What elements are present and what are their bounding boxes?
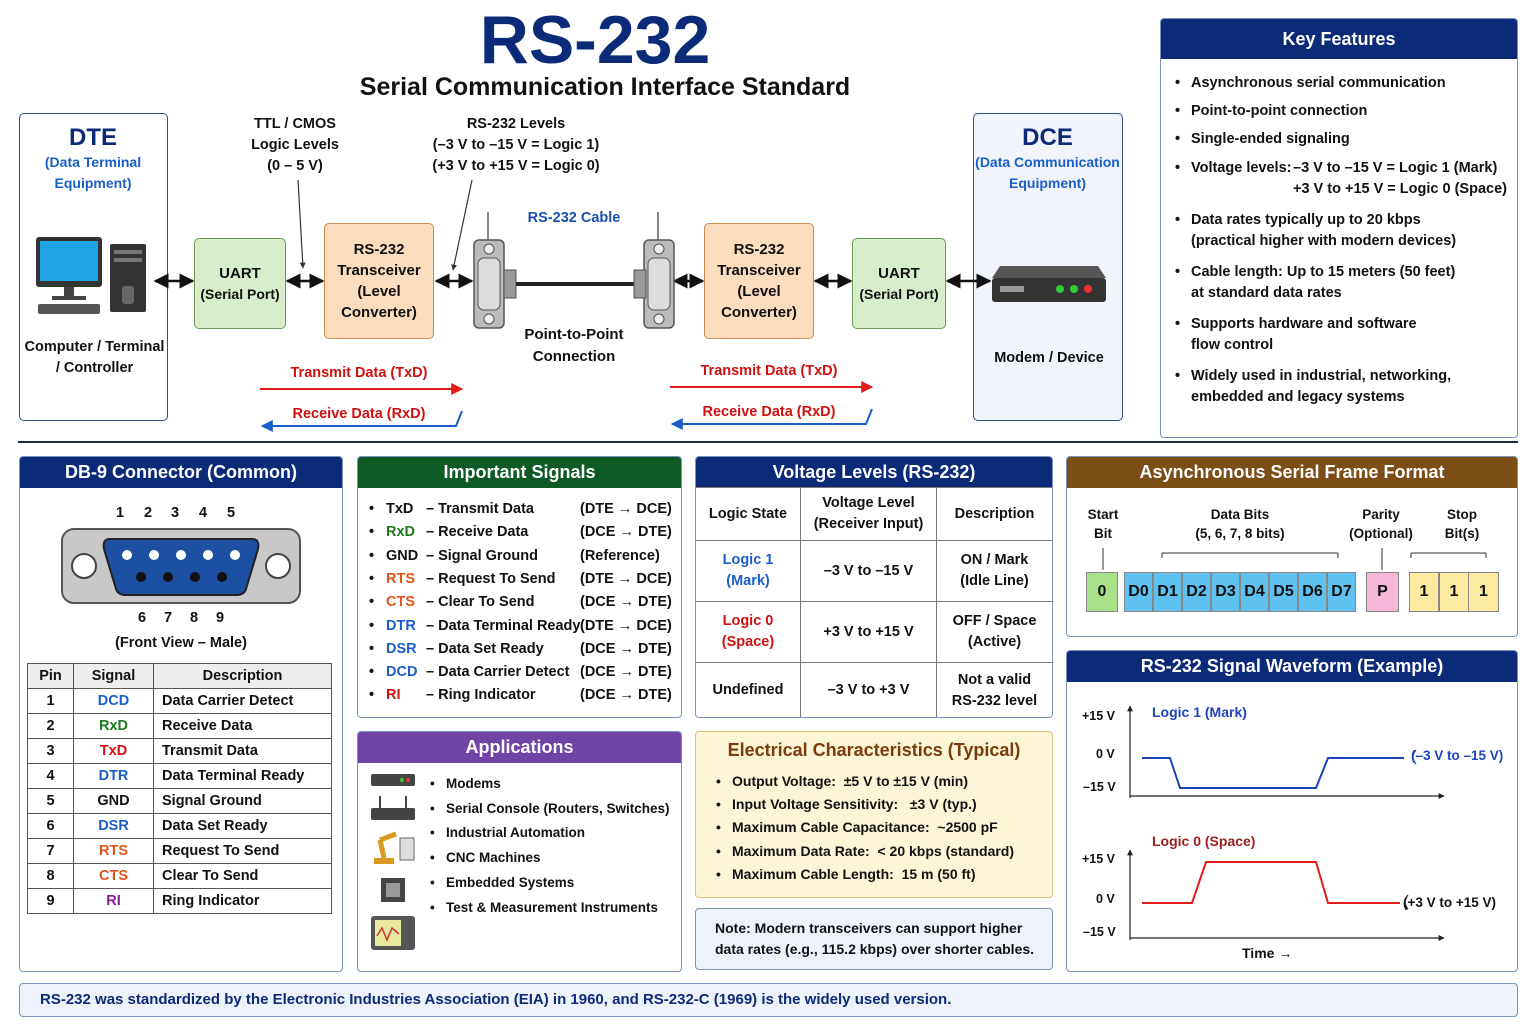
voltage-header: Voltage Levels (RS-232) xyxy=(696,457,1052,488)
signal-direction: (DCE → DTE) xyxy=(580,664,672,681)
application-item: • CNC Machines xyxy=(444,846,682,871)
note-box xyxy=(695,908,1053,970)
rxd-label-right: Receive Data (RxD) xyxy=(702,404,836,420)
dte-title: DTE xyxy=(69,124,117,151)
description-cell xyxy=(937,602,1053,663)
flow-line-2: flow control xyxy=(1191,337,1274,353)
voltage-cell: –3 V to –15 V xyxy=(801,541,937,602)
ttl-label-3: (0 – 5 V) xyxy=(267,158,323,174)
signal-cell: TxD xyxy=(74,739,154,764)
signal-description: – Data Terminal Ready xyxy=(426,617,581,634)
signal-cell: RxD xyxy=(74,714,154,739)
stop-bit: 1 xyxy=(1409,572,1439,612)
bullet-icon: • xyxy=(369,501,375,517)
cell-line-2: (Mark) xyxy=(726,573,770,589)
signal-name: CTS xyxy=(386,594,415,611)
used-line-2: embedded and legacy systems xyxy=(1191,389,1405,405)
feature-item: • Single-ended signaling xyxy=(1189,129,1518,150)
key-features-list xyxy=(1189,73,1518,408)
bullet-icon: • xyxy=(369,640,375,657)
pin-number: 4 xyxy=(199,505,208,521)
feature-item-voltage xyxy=(1189,158,1518,200)
table-row xyxy=(28,764,332,789)
logic0-label: Logic 0 (Space) xyxy=(1152,833,1256,849)
stop-bit: 1 xyxy=(1468,572,1499,612)
signal-direction: (DCE → DTE) xyxy=(580,640,672,657)
frame-data-label-1: Data Bits xyxy=(1210,507,1270,522)
bullet-icon: • xyxy=(369,687,375,704)
key-features-header: Key Features xyxy=(1161,19,1517,59)
cell-line-1: Not a valid xyxy=(957,671,1032,688)
waveform-header: RS-232 Signal Waveform (Example) xyxy=(1067,651,1517,682)
uart-left-label-1: UART xyxy=(219,264,261,282)
page-subtitle: Serial Communication Interface Standard xyxy=(359,73,851,101)
transceiver-left-label-4: Converter) xyxy=(341,304,417,321)
uart-right-label-1: UART xyxy=(878,264,920,282)
signal-direction: (DCE → DTE) xyxy=(580,594,672,611)
data-bit: D7 xyxy=(1327,572,1356,612)
cell-line-2: (Active) xyxy=(967,634,1022,650)
feature-item: • Point-to-point connection xyxy=(1189,101,1518,122)
transceiver-left-label-2: Transceiver xyxy=(337,262,421,279)
frame-header: Asynchronous Serial Frame Format xyxy=(1067,457,1517,488)
applications-panel xyxy=(357,731,682,972)
electrical-item: • Output Voltage: ±5 V to ±15 V (min) xyxy=(730,770,1050,793)
start-bit: 0 xyxy=(1086,572,1118,612)
voltage-cell: +3 V to +15 V xyxy=(801,602,937,663)
description-cell: Signal Ground xyxy=(154,789,332,814)
frame-data-label-2: (5, 6, 7, 8 bits) xyxy=(1195,526,1285,541)
db9-caption: (Front View – Male) xyxy=(115,635,247,651)
signal-cell: DSR xyxy=(74,814,154,839)
signal-name: TxD xyxy=(386,501,414,517)
signal-direction: (DTE → DCE) xyxy=(580,617,672,634)
uart-right-label-2: (Serial Port) xyxy=(859,285,939,302)
data-bit: D6 xyxy=(1298,572,1327,612)
transceiver-right-label-4: Converter) xyxy=(721,304,797,321)
signal-description: – Request To Send xyxy=(426,570,556,587)
signal-name: DTR xyxy=(386,617,416,634)
data-bit: D3 xyxy=(1211,572,1240,612)
txd-label-left: Transmit Data (TxD) xyxy=(290,365,428,381)
point-to-point-label-1: Point-to-Point xyxy=(524,326,624,343)
frame-stop-label-1: Stop xyxy=(1447,507,1477,522)
oscilloscope-icon xyxy=(371,916,415,950)
data-bit: D1 xyxy=(1153,572,1182,612)
bullet-icon: • xyxy=(369,547,375,564)
pin-number: 3 xyxy=(171,505,180,521)
pin-cell: 4 xyxy=(28,764,74,789)
frame-start-label-2: Bit xyxy=(1094,526,1112,541)
rs232-levels-label-2: (–3 V to –15 V = Logic 1) xyxy=(432,137,600,153)
pin-cell: 1 xyxy=(28,689,74,714)
wave-tick: –15 V xyxy=(1083,925,1116,939)
wave-tick: 0 V xyxy=(1096,747,1115,761)
page-title: RS-232 xyxy=(479,2,711,78)
voltage-panel xyxy=(695,456,1053,718)
col-header: Logic State xyxy=(696,488,801,541)
col-header: Signal xyxy=(74,664,154,689)
table-row xyxy=(28,689,332,714)
signal-description: – Receive Data xyxy=(426,524,529,541)
rs232-cable-label: RS-232 Cable xyxy=(527,210,621,226)
logic1-range: (–3 V to –15 V) xyxy=(1411,748,1504,763)
logic-state-cell: Undefined xyxy=(696,663,801,719)
note-line-1: Note: Modern transceivers can support higher xyxy=(715,920,1023,936)
footer-text: RS-232 was standardized by the Electronic Industries Association (EIA) in 1960, and RS-232-C (1969) is the widely used version. xyxy=(40,991,952,1008)
bullet-icon: • xyxy=(369,664,375,681)
signal-cell: RTS xyxy=(74,839,154,864)
data-bit: D4 xyxy=(1240,572,1269,612)
wave-tick: +15 V xyxy=(1082,709,1116,723)
pin-number: 1 xyxy=(116,505,125,521)
application-item: • Test & Measurement Instruments xyxy=(444,896,682,921)
pin-cell: 2 xyxy=(28,714,74,739)
col-header: Pin xyxy=(28,664,74,689)
cell-line-1: Logic 1 xyxy=(722,552,774,568)
note-line-2: data rates (e.g., 115.2 kbps) over shorter cables. xyxy=(715,941,1035,957)
key-features-panel xyxy=(1160,18,1518,438)
electrical-item: • Maximum Cable Length: 15 m (50 ft) xyxy=(730,863,1050,886)
description-cell: Receive Data xyxy=(154,714,332,739)
logic1-label: Logic 1 (Mark) xyxy=(1152,704,1247,720)
data-bit: D0 xyxy=(1124,572,1153,612)
txd-label-right: Transmit Data (TxD) xyxy=(700,363,838,379)
electrical-item: • Maximum Data Rate: < 20 kbps (standard) xyxy=(730,840,1050,863)
ttl-label-1: TTL / CMOS xyxy=(254,116,336,132)
signal-cell: GND xyxy=(74,789,154,814)
application-item: • Embedded Systems xyxy=(444,871,682,896)
signal-description: – Ring Indicator xyxy=(426,687,536,704)
pin-cell: 8 xyxy=(28,864,74,889)
pin-number: 6 xyxy=(138,610,147,626)
pin-cell: 5 xyxy=(28,789,74,814)
db9-panel xyxy=(19,456,343,972)
feature-item-rate xyxy=(1189,210,1518,252)
description-cell: Data Carrier Detect xyxy=(154,689,332,714)
description-cell: Data Set Ready xyxy=(154,814,332,839)
router-icon xyxy=(371,796,415,820)
cell-line-2: (Idle Line) xyxy=(960,573,1029,589)
parity-bit: P xyxy=(1366,572,1399,612)
electrical-header: Electrical Characteristics (Typical) xyxy=(727,740,1021,760)
feature-item-flow xyxy=(1189,314,1518,356)
stop-bit: 1 xyxy=(1439,572,1469,612)
col-header-line-2: (Receiver Input) xyxy=(813,516,924,532)
cell-line-1: OFF / Space xyxy=(952,613,1037,629)
uart-left-label-2: (Serial Port) xyxy=(200,285,280,302)
rs232-levels-label-3: (+3 V to +15 V = Logic 0) xyxy=(432,158,600,174)
rate-line-2: (practical higher with modern devices) xyxy=(1191,233,1457,249)
signal-name: DSR xyxy=(386,640,417,657)
col-header: Description xyxy=(154,664,332,689)
voltage-label: Voltage levels: xyxy=(1191,160,1292,176)
cell-line-1: ON / Mark xyxy=(960,552,1029,568)
pin-cell: 9 xyxy=(28,889,74,914)
frame-brackets xyxy=(1066,540,1518,572)
transceiver-right-label-2: Transceiver xyxy=(717,262,801,279)
db9-connector-right xyxy=(634,240,674,328)
applications-header: Applications xyxy=(358,732,681,763)
data-bit: D2 xyxy=(1182,572,1211,612)
rs232-levels-label-1: RS-232 Levels xyxy=(466,116,566,132)
signal-direction: (DCE → DTE) xyxy=(580,687,672,704)
signal-description: – Data Carrier Detect xyxy=(426,664,570,681)
pin-number: 8 xyxy=(190,610,199,626)
signal-description: – Transmit Data xyxy=(426,501,534,517)
logic0-range: (+3 V to +15 V) xyxy=(1403,895,1497,910)
signal-cell: DTR xyxy=(74,764,154,789)
signal-description: – Clear To Send xyxy=(426,594,535,611)
signal-direction: (DCE → DTE) xyxy=(580,524,672,541)
table-row xyxy=(28,739,332,764)
table-row xyxy=(28,789,332,814)
signal-cell: DCD xyxy=(74,689,154,714)
signal-cell: CTS xyxy=(74,864,154,889)
feature-item-cable xyxy=(1189,262,1518,304)
dte-subtitle-1: (Data Terminal xyxy=(44,154,142,170)
signal-direction: (DTE → DCE) xyxy=(580,501,672,517)
modem-icon xyxy=(371,774,415,786)
feature-item: • Asynchronous serial communication xyxy=(1189,73,1518,94)
ttl-label-2: Logic Levels xyxy=(251,137,339,153)
cable-line-1: Cable length: Up to 15 meters (50 feet) xyxy=(1191,264,1456,280)
electrical-list xyxy=(730,770,1050,886)
signal-name: GND xyxy=(386,547,419,564)
space-waveform xyxy=(1142,862,1400,903)
electrical-item: • Maximum Cable Capacitance: ~2500 pF xyxy=(730,816,1050,839)
signal-name: RI xyxy=(386,687,401,704)
db9-header: DB-9 Connector (Common) xyxy=(20,457,342,488)
rxd-label-left: Receive Data (RxD) xyxy=(292,406,426,422)
signal-name: DCD xyxy=(386,664,418,681)
col-header: Description xyxy=(937,488,1053,541)
table-row xyxy=(28,714,332,739)
dte-caption-2: / Controller xyxy=(55,360,134,376)
data-bit: D5 xyxy=(1269,572,1298,612)
point-to-point-label-2: Connection xyxy=(532,348,616,365)
cell-line-2: RS-232 level xyxy=(951,692,1038,709)
transceiver-right-label-1: RS-232 xyxy=(733,241,785,258)
signal-cell: RI xyxy=(74,889,154,914)
dte-caption-1: Computer / Terminal xyxy=(24,339,165,355)
voltage-table xyxy=(695,487,1053,718)
db9-connector-icon xyxy=(60,527,302,605)
chip-icon xyxy=(381,878,405,902)
bullet-icon: • xyxy=(369,594,375,611)
dce-subtitle-1: (Data Communication xyxy=(975,154,1120,170)
table-row xyxy=(28,839,332,864)
signal-description: – Signal Ground xyxy=(426,547,538,564)
dce-title: DCE xyxy=(1022,124,1073,151)
dce-caption: Modem / Device xyxy=(994,350,1104,366)
description-cell: Clear To Send xyxy=(154,864,332,889)
dce-subtitle-2: Equipment) xyxy=(1009,175,1086,191)
description-cell: Ring Indicator xyxy=(154,889,332,914)
time-axis-label xyxy=(1242,945,1292,961)
table-row xyxy=(28,814,332,839)
pin-number: 2 xyxy=(144,505,153,521)
cell-line-2: (Space) xyxy=(721,634,775,650)
frame-parity-label-2: (Optional) xyxy=(1349,526,1413,541)
pin-number: 9 xyxy=(216,610,225,626)
description-cell: Request To Send xyxy=(154,839,332,864)
pin-cell: 3 xyxy=(28,739,74,764)
signal-name: RxD xyxy=(386,524,416,541)
table-row xyxy=(28,889,332,914)
col-header xyxy=(801,488,937,541)
application-item: • Industrial Automation xyxy=(444,821,682,846)
voltage-cell: –3 V to +3 V xyxy=(801,663,937,719)
db9-connector-left xyxy=(474,240,516,328)
transceiver-left-label-3: (Level xyxy=(357,283,401,300)
logic-state-cell xyxy=(696,541,801,602)
voltage-line-1: –3 V to –15 V = Logic 1 (Mark) xyxy=(1293,160,1498,176)
wave-tick: +15 V xyxy=(1082,852,1116,866)
pin-number: 7 xyxy=(164,610,173,626)
col-header-line-1: Voltage Level xyxy=(822,495,915,511)
frame-parity-label-1: Parity xyxy=(1362,507,1400,522)
voltage-line-2: +3 V to +15 V = Logic 0 (Space) xyxy=(1293,181,1507,197)
application-item: • Modems xyxy=(444,772,682,797)
time-label: Time xyxy=(1242,945,1275,961)
electrical-panel xyxy=(695,731,1053,898)
signals-panel xyxy=(357,456,682,718)
frame-start-label-1: Start xyxy=(1087,507,1119,522)
signal-name: RTS xyxy=(386,570,415,587)
used-line-1: Widely used in industrial, networking, xyxy=(1191,368,1452,384)
right-arrow-icon: → xyxy=(1278,945,1293,961)
dte-subtitle-2: Equipment) xyxy=(54,175,132,191)
pin-cell: 7 xyxy=(28,839,74,864)
cable-line-2: at standard data rates xyxy=(1191,285,1342,301)
robot-arm-icon xyxy=(374,834,414,864)
wave-tick: –15 V xyxy=(1083,780,1116,794)
signal-direction: (Reference) xyxy=(580,547,660,564)
cell-line-1: Logic 0 xyxy=(722,613,774,629)
transceiver-left-label-1: RS-232 xyxy=(353,241,405,258)
description-cell xyxy=(937,541,1053,602)
footer-box xyxy=(19,983,1518,1017)
bullet-icon: • xyxy=(369,570,375,587)
transceiver-right-label-3: (Level xyxy=(737,283,781,300)
application-item: • Serial Console (Routers, Switches) xyxy=(444,797,682,822)
signal-direction: (DTE → DCE) xyxy=(580,570,672,587)
mark-waveform xyxy=(1142,758,1404,788)
electrical-item: • Input Voltage Sensitivity: ±3 V (typ.) xyxy=(730,793,1050,816)
bullet-icon: • xyxy=(369,524,375,541)
feature-item-used xyxy=(1189,366,1518,408)
description-cell xyxy=(937,663,1053,719)
signal-description: – Data Set Ready xyxy=(426,640,544,657)
application-icons xyxy=(368,768,418,968)
waveform-chart xyxy=(1066,650,1518,972)
description-cell: Transmit Data xyxy=(154,739,332,764)
section-divider xyxy=(18,441,1518,443)
table-row xyxy=(28,864,332,889)
frame-stop-label-2: Bit(s) xyxy=(1444,526,1480,541)
pin-number: 5 xyxy=(227,505,236,521)
applications-list xyxy=(444,772,682,920)
bullet-icon: • xyxy=(369,617,375,634)
logic-state-cell xyxy=(696,602,801,663)
description-cell: Data Terminal Ready xyxy=(154,764,332,789)
wave-tick: 0 V xyxy=(1096,892,1115,906)
flow-line-1: Supports hardware and software xyxy=(1191,316,1417,332)
pinout-table xyxy=(27,663,332,914)
rate-line-1: Data rates typically up to 20 kbps xyxy=(1191,212,1421,228)
pin-cell: 6 xyxy=(28,814,74,839)
signals-header: Important Signals xyxy=(358,457,681,488)
